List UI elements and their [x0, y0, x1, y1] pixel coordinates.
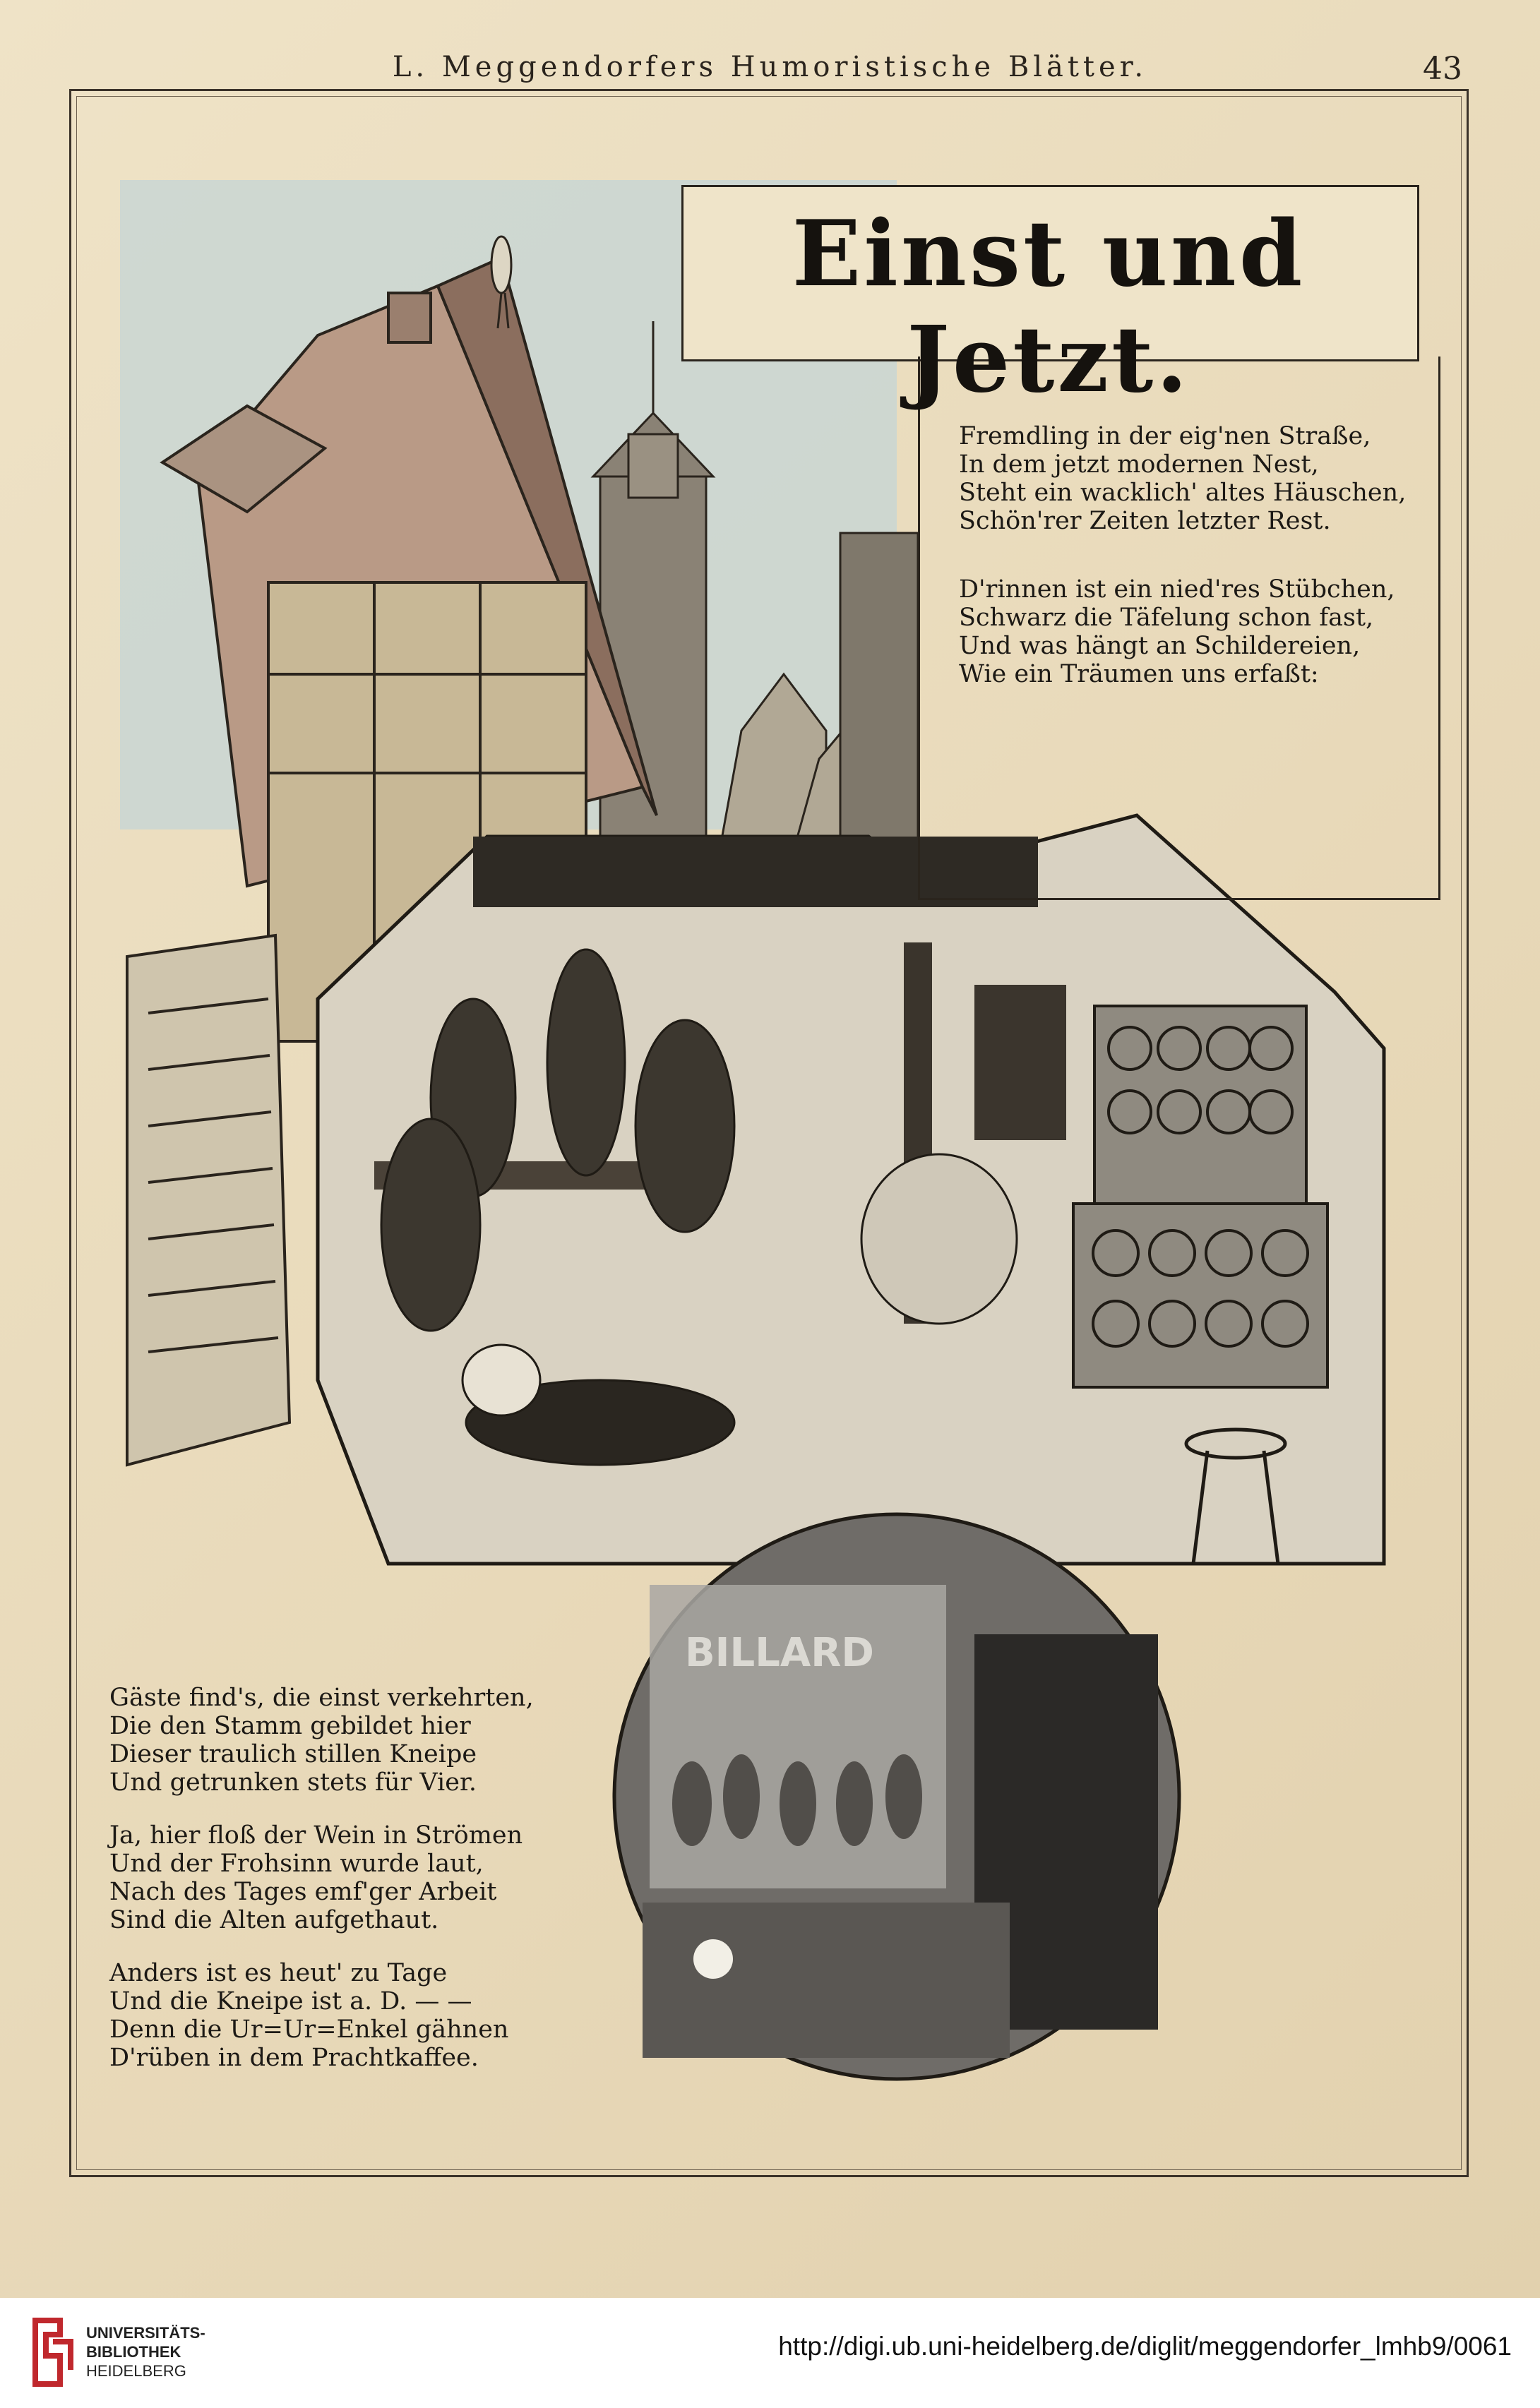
library-name: [86, 2323, 205, 2380]
stanza-5: [109, 1959, 508, 2072]
tile-stove: [1073, 1006, 1327, 1387]
stanza-1: [959, 422, 1406, 535]
poem-line: Nach des Tages emf'ger Arbeit: [109, 1878, 497, 1906]
poem-title: Einst und Jetzt.: [792, 201, 1306, 413]
poem-line: D'rüben in dem Prachtkaffee.: [109, 2044, 479, 2072]
cafe-vignette: [614, 1514, 1179, 2079]
library-logo-icon: [28, 2313, 78, 2391]
stanza-3: [109, 1684, 534, 1797]
library-name-line: BIBLIOTHEK: [86, 2343, 181, 2361]
poem-line: Die den Stamm gebildet hier: [109, 1712, 471, 1740]
stanza-2: [959, 575, 1395, 688]
library-name-line: UNIVERSITÄTS-: [86, 2324, 205, 2342]
billiard-sign: BILLARD: [685, 1630, 874, 1676]
poem-line: Anders ist es heut' zu Tage: [109, 1959, 448, 1987]
poem-line: Und was hängt an Schildereien,: [959, 632, 1361, 660]
poem-line: Und der Frohsinn wurde laut,: [109, 1850, 484, 1878]
library-name-line: HEIDELBERG: [86, 2362, 186, 2380]
running-title: L. Meggendorfers Humoristische Blätter.: [392, 51, 1148, 83]
library-footer: [0, 2298, 1540, 2408]
stanza-4: [109, 1821, 523, 1934]
poem-line: Dieser traulich stillen Kneipe: [109, 1740, 477, 1768]
poem-line: D'rinnen ist ein nied'res Stübchen,: [959, 575, 1395, 604]
poem-line: Sind die Alten aufgethaut.: [109, 1906, 439, 1934]
source-url[interactable]: http://digi.ub.uni-heidelberg.de/diglit/meggendorfer_lmhb9/0061: [778, 2332, 1512, 2361]
poem-line: Denn die Ur=Ur=Enkel gähnen: [109, 2015, 509, 2044]
street-lamp: [693, 1939, 733, 1979]
poem-line: Fremdling in der eig'nen Straße,: [959, 422, 1371, 450]
poem-line: Gäste find's, die einst verkehrten,: [109, 1684, 534, 1712]
tavern-interior: [318, 815, 1384, 1564]
outdoor-staircase: [127, 935, 290, 1465]
poem-line: Schön'rer Zeiten letzter Rest.: [959, 507, 1331, 535]
poem-line: Und getrunken stets für Vier.: [109, 1768, 477, 1797]
poem-line: Und die Kneipe ist a. D. — —: [109, 1987, 472, 2015]
poem-line: Wie ein Träumen uns erfaßt:: [959, 660, 1319, 688]
poem-line: Ja, hier floß der Wein in Strömen: [109, 1821, 523, 1850]
poem-line: In dem jetzt modernen Nest,: [959, 450, 1319, 479]
poem-line: Schwarz die Täfelung schon fast,: [959, 604, 1374, 632]
poem-line: Steht ein wacklich' altes Häuschen,: [959, 479, 1407, 507]
page-number: 43: [1423, 51, 1462, 87]
